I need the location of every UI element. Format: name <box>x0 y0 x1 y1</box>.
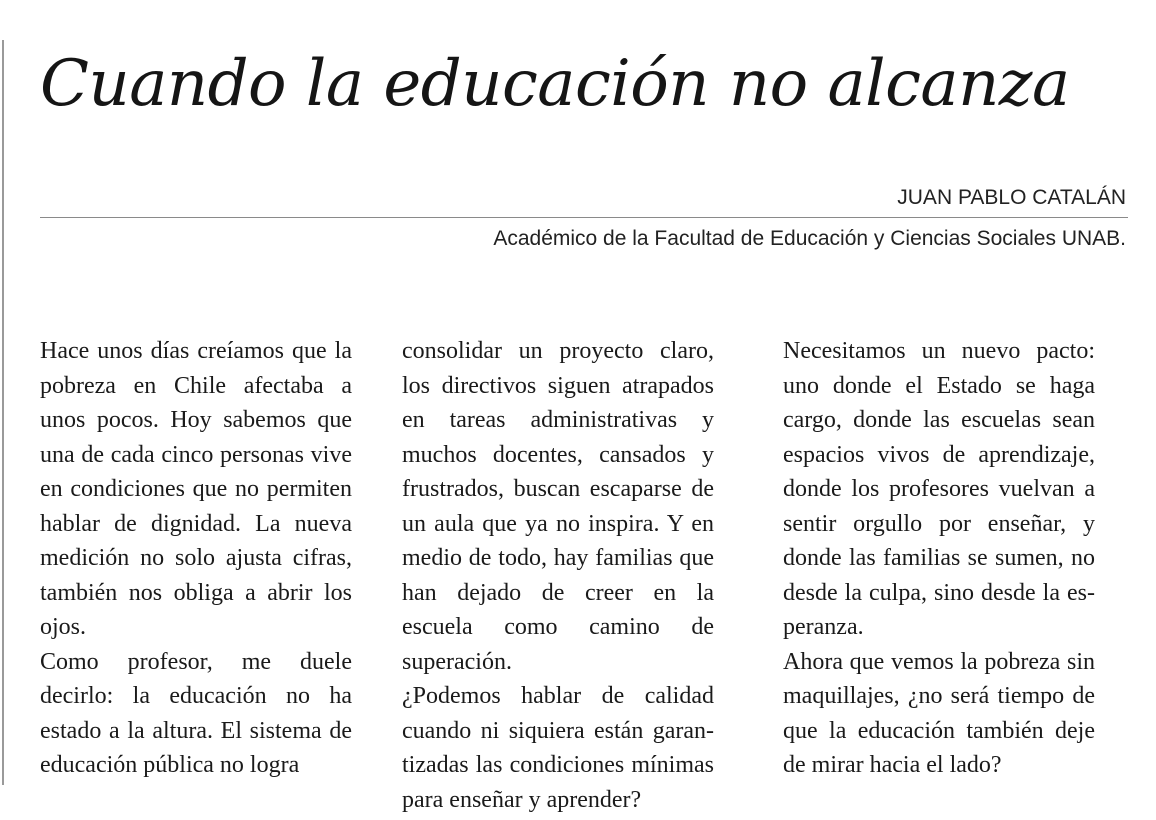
article-column-3 <box>783 334 1095 783</box>
paragraph: Necesitamos un nuevo pacto: uno donde el Estado se haga cargo, donde las escuelas sean espacios vivos de aprendizaje, donde los profesores vuelvan a sentir orgullo por enseñar, y donde las familias se sumen, no desde la culpa, sino desde la esperanza. <box>783 338 1095 640</box>
paragraph: ¿Podemos hablar de calidad cuando ni siquiera están garantizadas las condiciones mínimas para enseñar y aprender? <box>402 683 714 813</box>
article-headline: Cuando la educación no alcanza <box>40 47 1070 121</box>
paragraph: Ahora que vemos la pobreza sin maquillajes, ¿no será tiempo de que la educación también deje de mirar hacia el lado? <box>783 648 1095 778</box>
author-role: Académico de la Facultad de Educación y Ciencias Sociales UNAB. <box>493 227 1126 250</box>
paragraph: Como profesor, me duele decirlo: la educación no ha estado a la altura. El sistema de educación pública no logra <box>40 648 352 778</box>
author-name: JUAN PABLO CATALÁN <box>897 186 1126 209</box>
page-edge-rule <box>2 40 4 785</box>
article-column-1 <box>40 334 352 783</box>
byline-divider <box>40 217 1128 218</box>
article-column-2 <box>402 334 714 817</box>
paragraph: consolidar un proyecto claro, los directivos siguen atrapados en tareas administrativas y muchos docentes, cansados y frustrados, buscan escaparse de un aula que ya no inspira. Y en medio de todo, hay familias que han dejado de creer en la escuela como camino de superación. <box>402 338 714 675</box>
paragraph: Hace unos días creíamos que la pobreza en Chile afectaba a unos pocos. Hoy sabemos que una de cada cinco personas vive en condiciones que no permiten hablar de dignidad. La nueva medición no solo ajusta cifras, también nos obliga a abrir los ojos. <box>40 338 352 640</box>
